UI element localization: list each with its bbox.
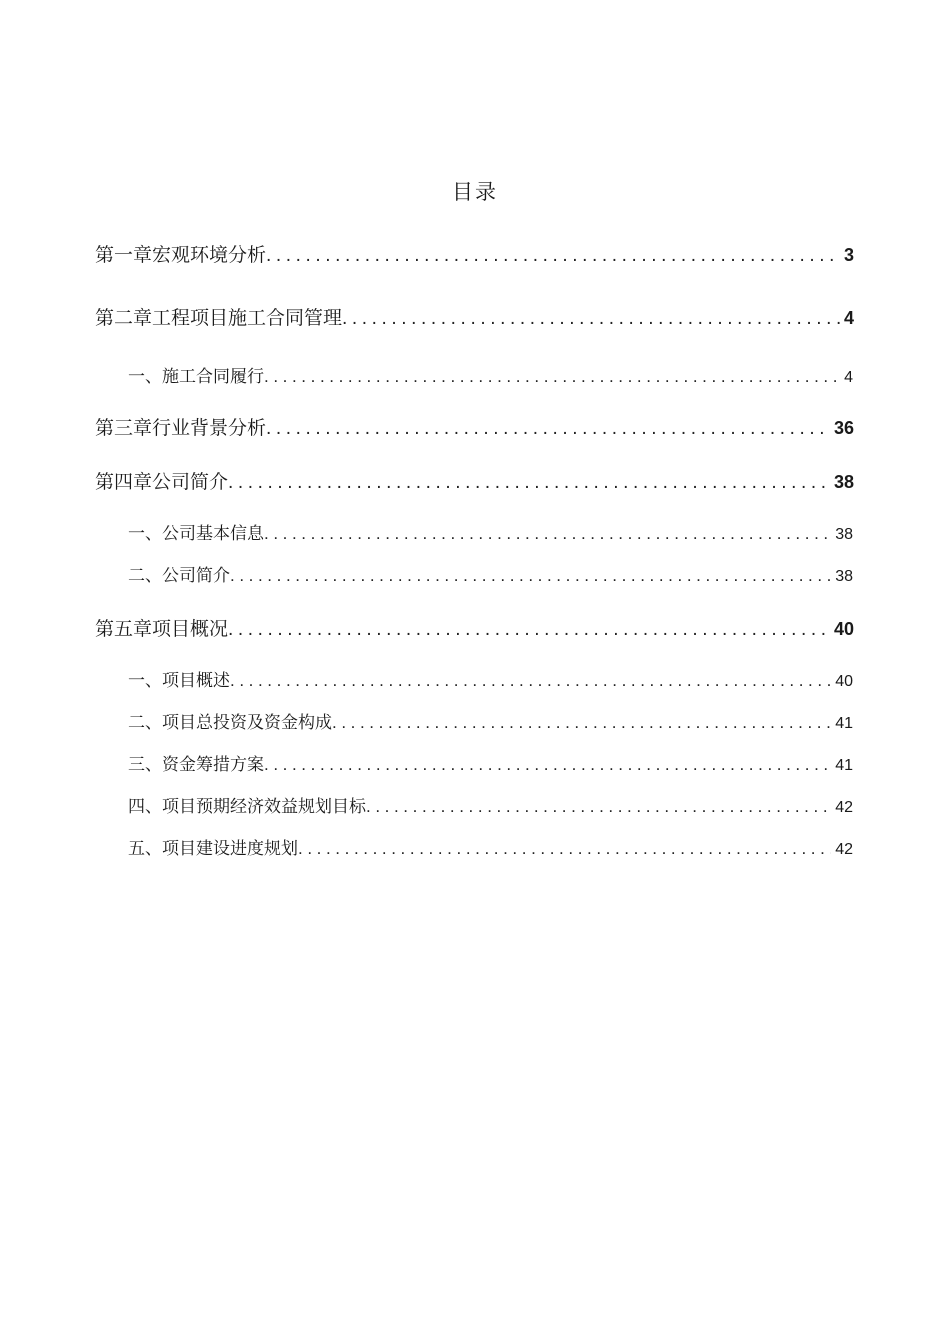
toc-entry-section-5-3[interactable] [128, 750, 853, 775]
toc-leader-dots [228, 619, 830, 641]
toc-entry-section-5-5[interactable] [128, 834, 853, 859]
toc-leader-dots [264, 755, 831, 775]
toc-leader-dots [366, 797, 831, 817]
toc-entry-number: 二、 [128, 713, 162, 733]
toc-entry-text: 资金筹措方案 [162, 755, 264, 775]
toc-entry-text: 第二章工程项目施工合同管理 [95, 307, 343, 329]
toc-page-number: 41 [835, 757, 853, 774]
toc-page-number: 38 [835, 526, 853, 543]
toc-page-number: 40 [835, 673, 853, 690]
toc-entry-number: 一、 [128, 524, 162, 544]
toc-title: 目录 [452, 180, 498, 204]
toc-entry-number: 一、 [128, 671, 162, 691]
toc-leader-dots [264, 367, 840, 387]
toc-page-number: 42 [835, 841, 853, 858]
toc-entry-section-4-1[interactable] [128, 519, 853, 544]
toc-leader-dots [264, 524, 831, 544]
toc-entry-number: 四、 [128, 797, 162, 817]
toc-leader-dots [228, 472, 830, 494]
toc-entry-text: 项目建设进度规划 [162, 839, 298, 859]
toc-entry-text: 第三章行业背景分析 [95, 417, 267, 439]
toc-entry-text: 一、施工合同履行 [128, 367, 264, 387]
toc-entry-text: 项目总投资及资金构成 [162, 713, 332, 733]
toc-page-number: 3 [843, 245, 854, 265]
toc-page-number: 38 [833, 472, 854, 492]
toc-page-number: 40 [833, 619, 854, 639]
toc-entry-text: 公司简介 [162, 566, 230, 586]
toc-leader-dots [230, 671, 831, 691]
toc-entry-section-5-2[interactable] [128, 708, 853, 733]
toc-entry-section-2-1[interactable] [128, 362, 853, 387]
toc-page-number: 42 [835, 799, 853, 816]
toc-page-number: 4 [843, 308, 854, 328]
toc-leader-dots [342, 308, 840, 330]
toc-entry-chapter-2[interactable] [95, 303, 854, 330]
toc-leader-dots [266, 418, 830, 440]
toc-entry-chapter-4[interactable] [95, 467, 854, 494]
toc-entry-text: 项目预期经济效益规划目标 [162, 797, 366, 817]
toc-entry-text: 公司基本信息 [162, 524, 264, 544]
toc-page-number: 4 [844, 369, 853, 386]
toc-entry-text: 第五章项目概况 [95, 618, 229, 640]
toc-entry-chapter-1[interactable] [95, 240, 854, 267]
toc-entry-chapter-3[interactable] [95, 413, 854, 440]
toc-leader-dots [332, 713, 831, 733]
toc-entry-section-5-1[interactable] [128, 666, 853, 691]
toc-entry-number: 三、 [128, 755, 162, 775]
toc-entry-chapter-5[interactable] [95, 614, 854, 641]
toc-leader-dots [230, 566, 831, 586]
toc-leader-dots [298, 839, 831, 859]
toc-entry-text: 项目概述 [162, 671, 230, 691]
toc-page-number: 41 [835, 715, 853, 732]
toc-page-number: 36 [833, 418, 854, 438]
toc-entry-text: 第一章宏观环境分析 [95, 244, 267, 266]
toc-entry-text: 第四章公司简介 [95, 471, 229, 493]
toc-leader-dots [266, 245, 840, 267]
toc-page-number: 38 [835, 568, 853, 585]
toc-entry-section-4-2[interactable] [128, 561, 853, 586]
toc-entry-section-5-4[interactable] [128, 792, 853, 817]
toc-entry-number: 二、 [128, 566, 162, 586]
toc-entry-number: 五、 [128, 839, 162, 859]
